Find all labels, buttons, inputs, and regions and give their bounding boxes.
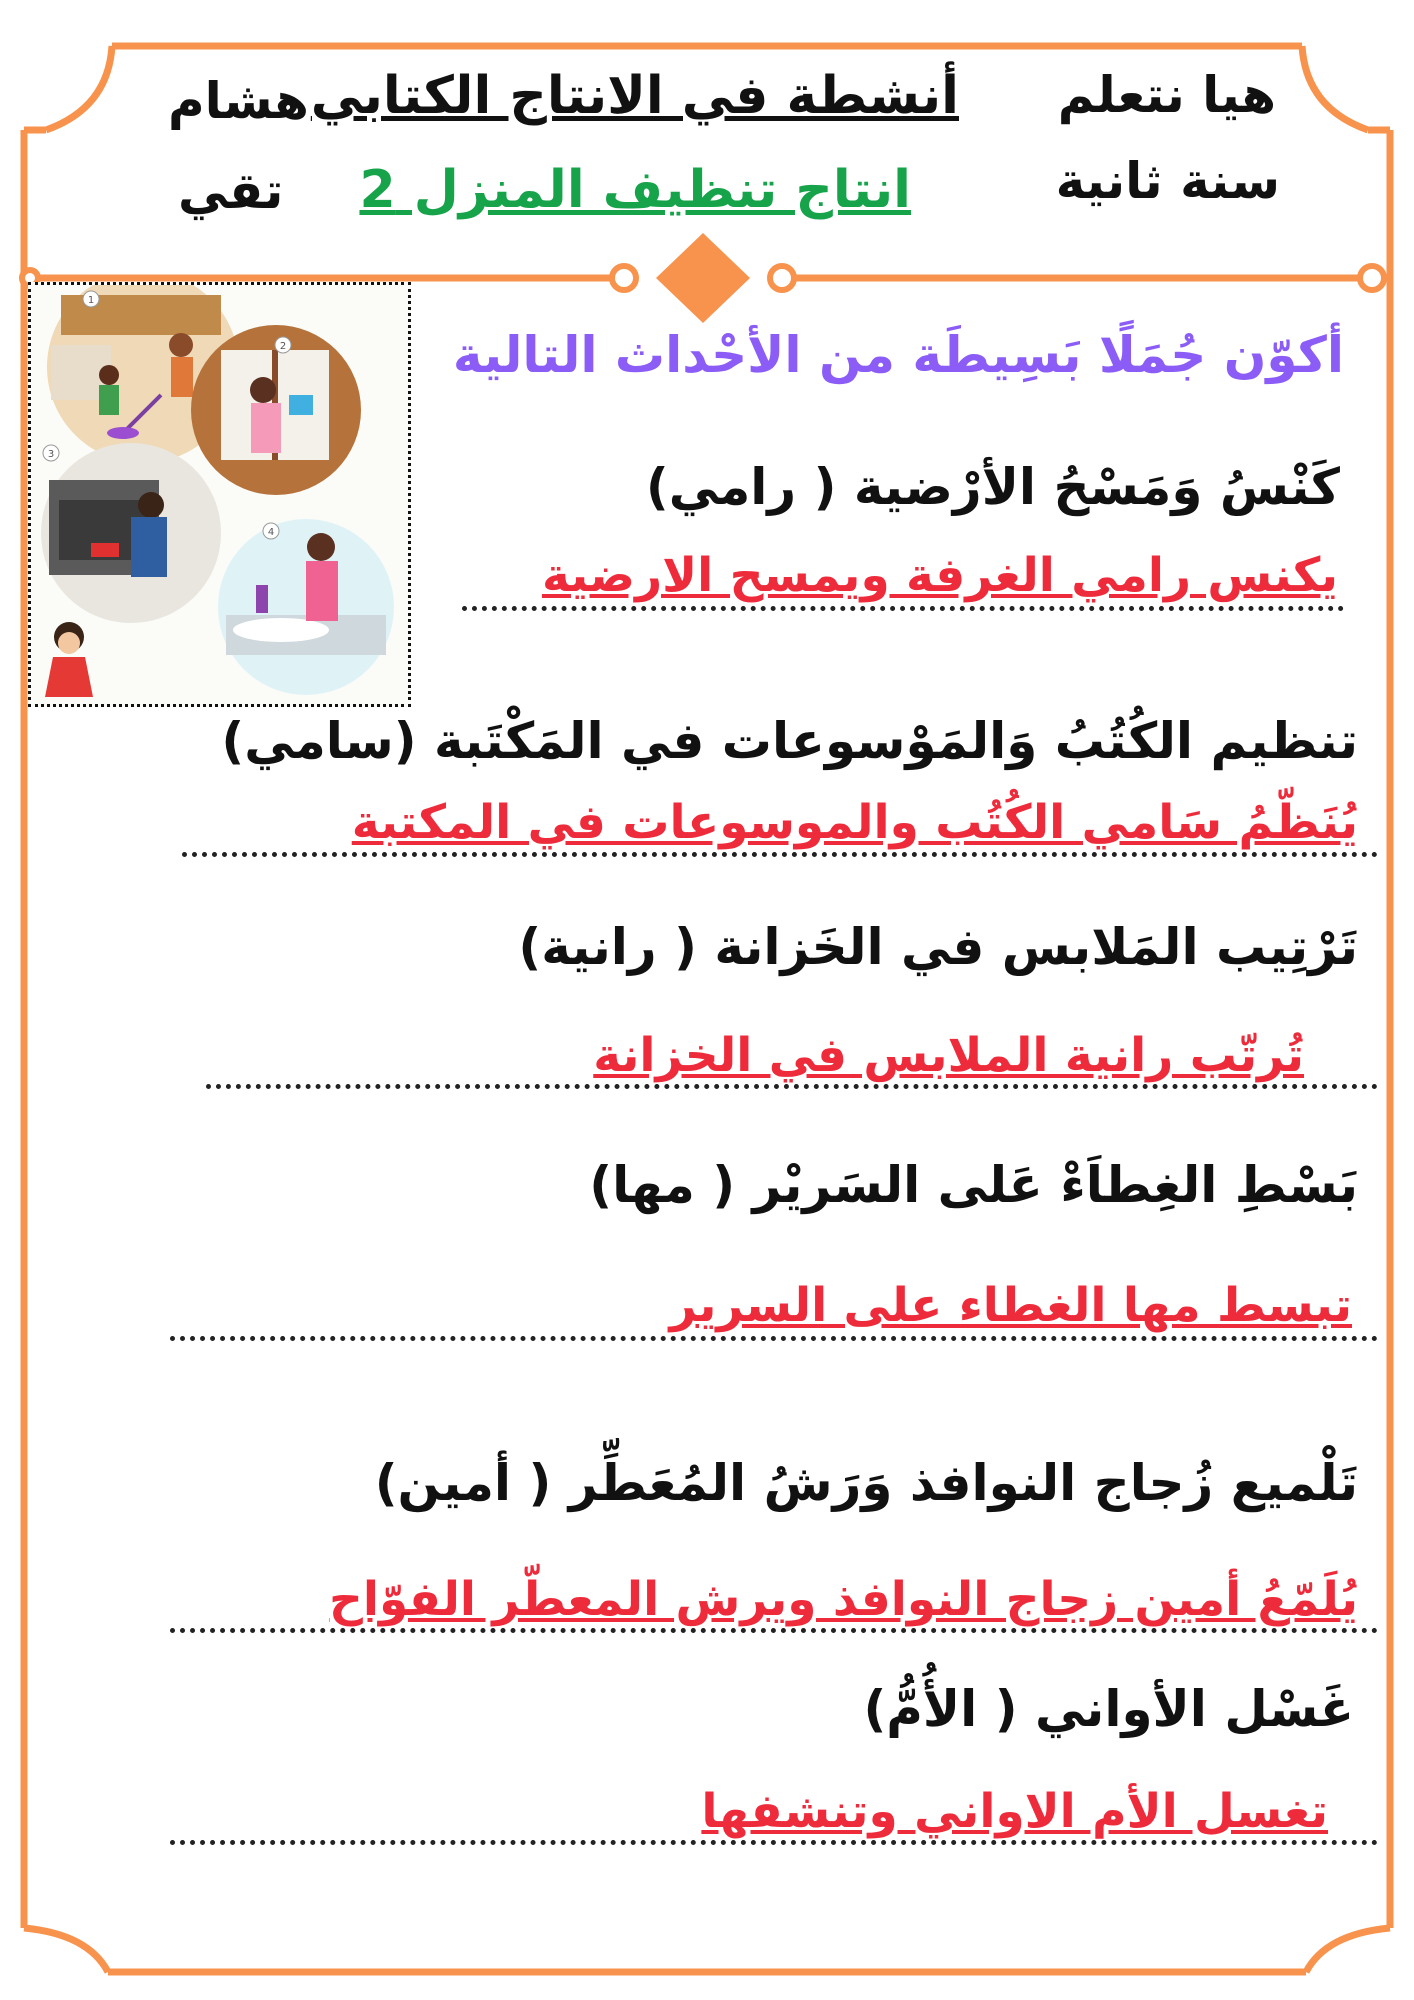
header-left-line1: هشام xyxy=(168,72,309,130)
instruction: أكوّن جُمَلًا بَسِيطَة من الأحْداث التالية xyxy=(452,326,1344,384)
exercise-answer: يكنس رامي الغرفة ويمسح الارضية xyxy=(541,548,1338,603)
exercise-prompt: تنظيم الكُتُبُ وَالمَوْسوعات في المَكْتَبة (سامي) xyxy=(221,712,1358,770)
illustration-label: 3 xyxy=(47,449,55,460)
header-right-line1: هيا نتعلم xyxy=(1057,66,1276,124)
exercise-prompt: كَنْسُ وَمَسْحُ الأرْضية ( رامي) xyxy=(645,458,1340,516)
exercise-answer: تبسط مها الغطاء على السرير xyxy=(669,1278,1352,1333)
exercise-prompt: تَرْتِيب المَلابس في الخَزانة ( رانية) xyxy=(518,918,1358,976)
house-cleaning-illustration xyxy=(31,285,408,704)
illustration-box xyxy=(28,282,411,707)
exercise-prompt: تَلْميع زُجاج النوافذ وَرَشُ المُعَطِّر ( أمين) xyxy=(374,1454,1358,1512)
page-subtitle: انتاج تنظيف المنزل 2 xyxy=(359,160,911,220)
exercise-prompt: بَسْطِ الغِطاَءْ عَلى السَريْر ( مها) xyxy=(589,1156,1358,1214)
answer-line xyxy=(206,1084,1378,1089)
exercise-answer: تُرتّب رانية الملابس في الخزانة xyxy=(593,1028,1304,1083)
illustration-label: 1 xyxy=(87,295,95,306)
answer-line xyxy=(182,852,1378,857)
exercise-answer: تغسل الأم الاواني وتنشفها xyxy=(701,1784,1328,1839)
answer-line xyxy=(462,606,1344,611)
page-title: أنشطة في الانتاج الكتابي xyxy=(310,66,959,126)
header-right-line2: سنة ثانية xyxy=(1055,152,1280,210)
header-left-line2: تقي xyxy=(178,162,284,220)
exercise-prompt: غَسْل الأواني ( الأُمُّ) xyxy=(863,1680,1354,1738)
illustration-label: 4 xyxy=(267,527,275,538)
illustration-label: 2 xyxy=(279,341,287,352)
answer-line xyxy=(170,1840,1378,1845)
exercise-answer: يُنَظّمُ سَامي الكُتُب والموسوعات في المكتبة xyxy=(351,795,1358,850)
exercise-answer: يُلَمّعُ أمين زجاج النوافذ ويرش المعطّر الفوّاح xyxy=(328,1572,1358,1627)
answer-line xyxy=(170,1628,1378,1633)
answer-line xyxy=(170,1336,1378,1341)
